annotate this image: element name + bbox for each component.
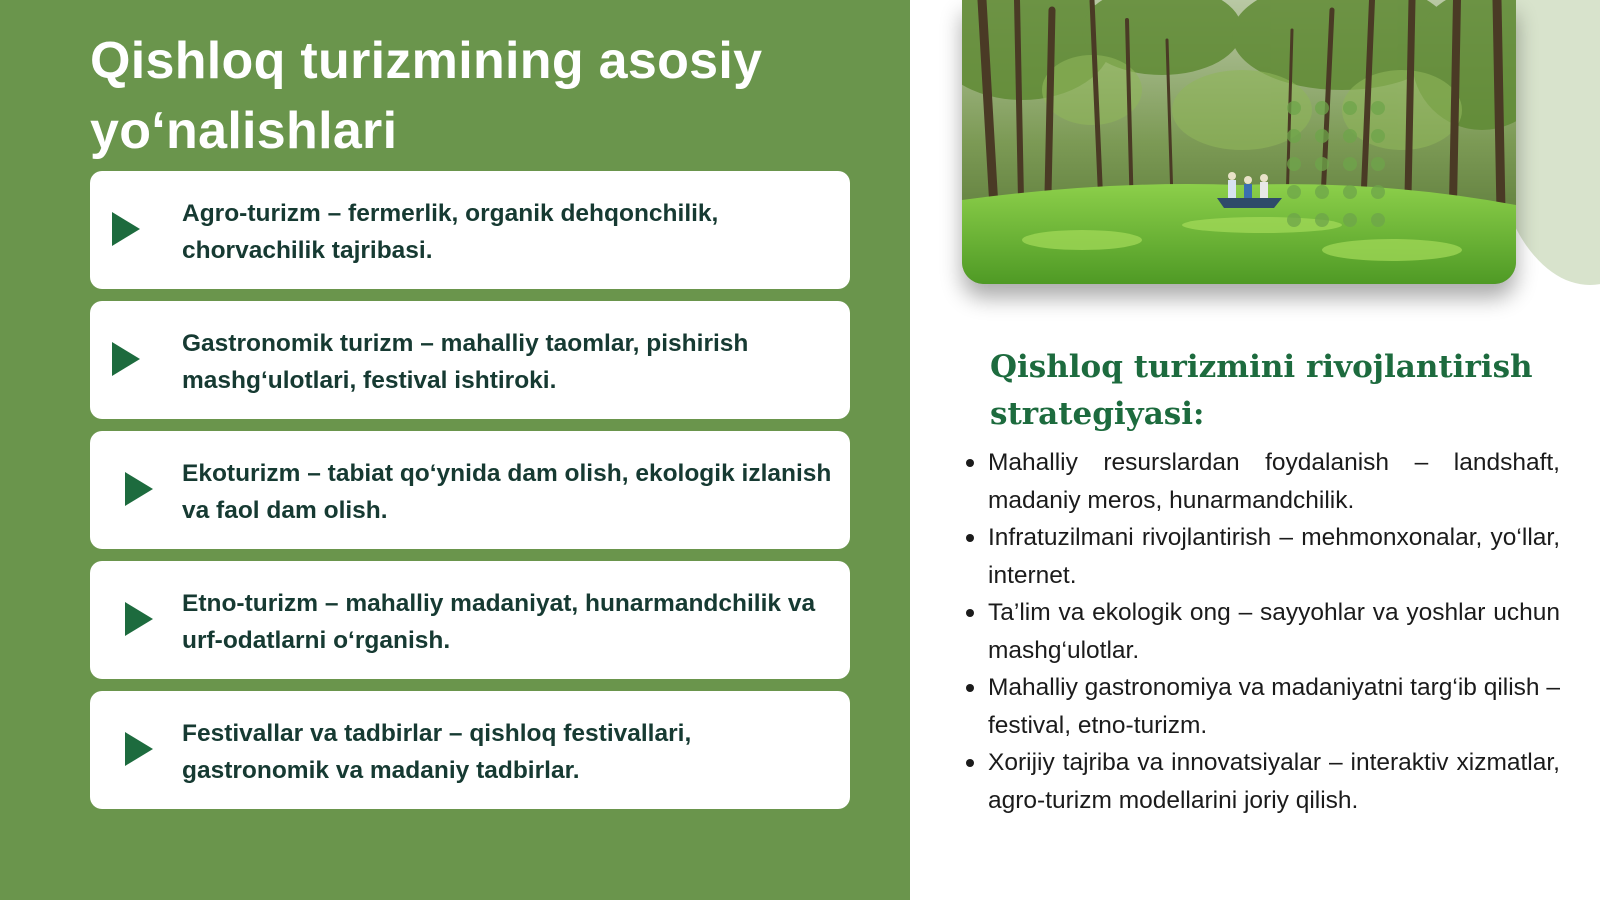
bullet-icon [966,684,974,692]
slide-title: Qishloq turizmining asosiy yo‘nalishlari [90,32,763,160]
play-icon [125,472,153,506]
bullet-icon [966,609,974,617]
list-item-text: Ta’lim va ekologik ong – sayyohlar va yoshlar uchun mashg‘ulotlar. [988,599,1560,664]
bullet-icon [966,534,974,542]
bullet-icon [966,459,974,467]
list-item [963,669,1560,744]
list-item [963,444,1560,519]
direction-text: Ekoturizm – tabiat qo‘ynida dam olish, ekologik izlanish va faol dam olish. [182,460,832,524]
play-icon [112,342,140,376]
direction-text: Etno-turizm – mahalliy madaniyat, hunarmandchilik va urf-odatlarni o‘rganish. [182,590,816,654]
play-icon [125,732,153,766]
list-item-text: Mahalliy gastronomiya va madaniyatni targ‘ib qilish – festival, etno-turizm. [988,674,1560,739]
list-item [963,519,1560,594]
bullet-icon [966,759,974,767]
direction-text: Agro-turizm – fermerlik, organik dehqonchilik, chorvachilik tajribasi. [182,200,719,264]
mangrove-forest-photo [962,0,1516,284]
strategy-list [963,444,1560,819]
direction-card-gastronomic [90,301,850,419]
direction-card-agro [90,171,850,289]
direction-text: Festivallar va tadbirlar – qishloq festivallari, gastronomik va madaniy tadbirlar. [182,720,692,784]
list-item-text: Xorijiy tajriba va innovatsiyalar – interaktiv xizmatlar, agro-turizm modellarini joriy qilish. [988,749,1560,814]
play-icon [112,212,140,246]
direction-card-ethno [90,561,850,679]
list-item-text: Infratuzilmani rivojlantirish – mehmonxonalar, yo‘llar, internet. [988,524,1560,589]
direction-text: Gastronomik turizm – mahalliy taomlar, pishirish mashg‘ulotlari, festival ishtiroki. [182,330,749,394]
list-item [963,594,1560,669]
direction-card-festivals [90,691,850,809]
strategy-title: Qishloq turizmini rivojlantirish strategiyasi: [990,349,1533,432]
list-item [963,744,1560,819]
play-icon [125,602,153,636]
direction-card-eco [90,431,850,549]
list-item-text: Mahalliy resurslardan foydalanish – landshaft, madaniy meros, hunarmandchilik. [988,449,1560,514]
